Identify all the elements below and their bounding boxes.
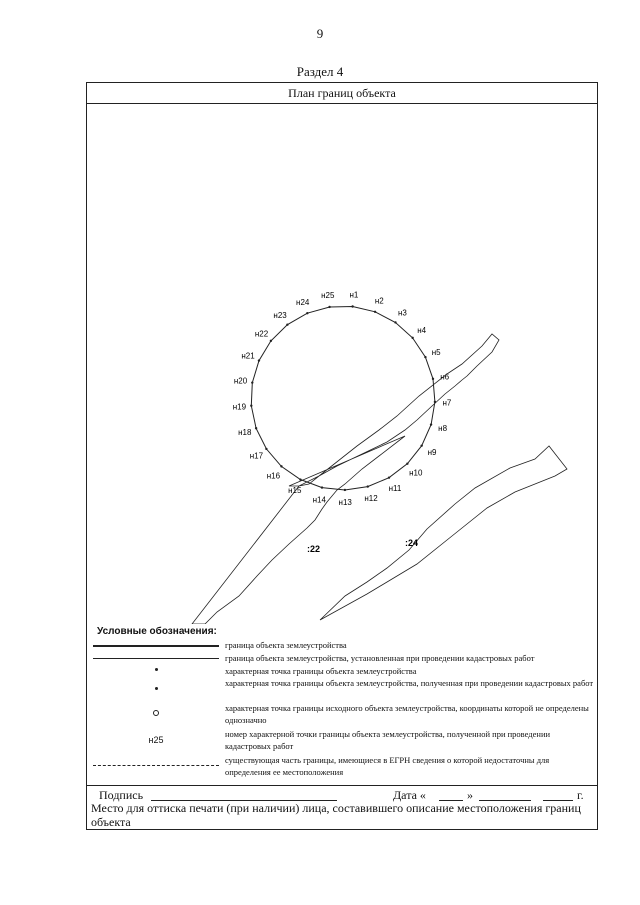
legend-symbol-point-number: н25: [148, 735, 164, 745]
boundary-point-marker: [388, 476, 390, 478]
boundary-point-label: н17: [249, 451, 264, 461]
legend-symbol-point-undefined: [93, 710, 219, 716]
legend-symbol-boundary: [93, 645, 219, 647]
legend-text-point-undefined: характерная точка границы исходного объекта землеустройства, координаты которой не определены однозначно: [225, 703, 589, 725]
parcel-22-label: :22: [307, 544, 321, 554]
legend-title: Условные обозначения:: [97, 626, 217, 637]
boundary-point-label: н16: [266, 471, 281, 481]
boundary-point-label: н1: [349, 290, 359, 300]
boundary-point-marker: [430, 423, 432, 425]
legend-symbol-boundary-established: [93, 658, 219, 659]
boundary-plan: [87, 104, 597, 624]
footer-divider: [87, 785, 597, 786]
boundary-point-marker: [420, 444, 422, 446]
boundary-point-marker: [250, 404, 252, 406]
boundary-point-label: н6: [440, 372, 450, 382]
boundary-point-marker: [424, 356, 426, 358]
legend-text-boundary-established: граница объекта землеустройства, установленная при проведении кадастровых работ: [225, 653, 535, 663]
legend-text-boundary: граница объекта землеустройства: [225, 640, 347, 650]
boundary-point-label: н23: [273, 311, 287, 321]
legend-text-point: характерная точка границы объекта землеустройства: [225, 666, 417, 676]
boundary-point-label: н20: [233, 376, 248, 386]
boundary-point-label: н21: [241, 351, 255, 361]
boundary-point-marker: [321, 486, 323, 488]
date-quote: »: [467, 788, 473, 802]
boundary-point-marker: [306, 312, 308, 314]
boundary-points: [233, 291, 452, 507]
plan-title: План границ объекта: [87, 83, 597, 104]
boundary-point-marker: [255, 427, 257, 429]
boundary-point-marker: [251, 381, 253, 383]
legend-text-point-new: характерная точка границы объекта землеустройства, полученная при проведении кадастровых работ: [225, 678, 594, 688]
boundary-point-marker: [367, 485, 369, 487]
boundary-point-label: н2: [374, 296, 384, 306]
boundary-point-label: н7: [442, 398, 452, 408]
boundary-point-label: н8: [438, 424, 448, 434]
boundary-point-marker: [280, 465, 282, 467]
legend-text-point-number: номер характерной точки границы объекта землеустройства, полученной при проведении кадастровых работ: [225, 729, 551, 751]
boundary-point-label: н9: [427, 447, 437, 457]
boundary-point-label: н3: [397, 308, 407, 318]
date-label: Дата «: [393, 788, 426, 802]
boundary-point-label: н14: [312, 495, 326, 505]
signature-field[interactable]: [151, 789, 337, 801]
boundary-point-label: н19: [232, 402, 247, 412]
boundary-point-marker: [406, 463, 408, 465]
boundary-point-label: н11: [388, 484, 402, 494]
boundary-point-label: н10: [409, 468, 423, 478]
date-day-field[interactable]: [439, 789, 463, 801]
boundary-point-marker: [374, 311, 376, 313]
signature-label: Подпись: [99, 788, 144, 802]
boundary-point-marker: [351, 305, 353, 307]
boundary-point-label: н18: [238, 428, 252, 438]
stamp-place-text: Место для оттиска печати (при наличии) лица, составившего описание местоположения границ объекта: [91, 801, 581, 829]
date-month-field[interactable]: [479, 789, 531, 801]
legend-text-boundary-existing: существующая часть границы, имеющиеся в ЕГРН сведения о которой недостаточны для определения ее местоположения: [225, 755, 550, 777]
boundary-point-marker: [432, 378, 434, 380]
boundary-point-marker: [286, 324, 288, 326]
boundary-point-label: н25: [321, 291, 335, 301]
parcel-24-outline: [320, 446, 567, 620]
plan-frame: [86, 82, 598, 830]
date-year-field[interactable]: [543, 789, 573, 801]
boundary-point-label: н4: [417, 326, 427, 335]
boundary-point-marker: [344, 489, 346, 491]
boundary-point-label: н22: [254, 329, 269, 339]
section-heading: Раздел 4: [296, 64, 344, 79]
boundary-point-label: н12: [364, 494, 378, 504]
boundary-point-marker: [258, 359, 260, 361]
boundary-point-label: н24: [296, 298, 310, 308]
year-suffix: г.: [577, 788, 584, 802]
page-number: 9: [316, 26, 324, 41]
legend-symbol-boundary-existing: [93, 765, 219, 766]
boundary-point-marker: [270, 340, 272, 342]
parcel-24-label: :24: [405, 538, 419, 548]
boundary-point-marker: [411, 337, 413, 339]
boundary-point-label: н5: [431, 347, 441, 357]
legend-symbol-point: [93, 668, 219, 671]
boundary-point-marker: [265, 448, 267, 450]
boundary-point-label: н13: [338, 498, 352, 507]
legend-symbol-point-new: [93, 687, 219, 690]
boundary-point-marker: [328, 306, 330, 308]
boundary-point-label: н15: [288, 486, 302, 496]
boundary-point-marker: [394, 321, 396, 323]
